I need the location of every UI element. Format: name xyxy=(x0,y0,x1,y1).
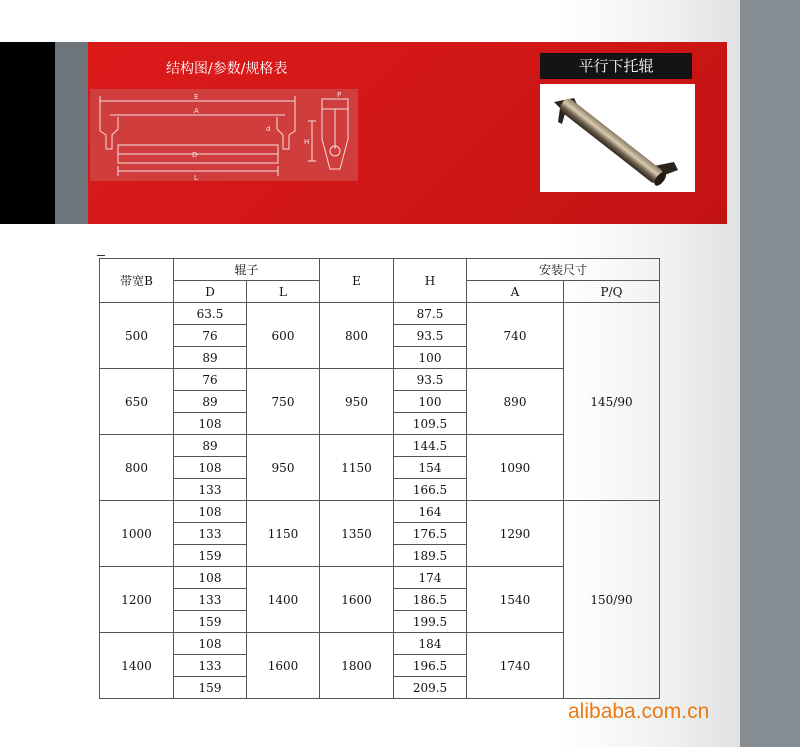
e-cell: 1150 xyxy=(320,435,394,501)
roller-l-cell: 1400 xyxy=(247,567,320,633)
h-cell: 93.5 xyxy=(394,325,467,347)
belt-width-cell: 1400 xyxy=(100,633,174,699)
h-cell: 196.5 xyxy=(394,655,467,677)
roller-l-cell: 600 xyxy=(247,303,320,369)
h-cell: 189.5 xyxy=(394,545,467,567)
roller-d-cell: 159 xyxy=(174,545,247,567)
table-row xyxy=(100,303,660,325)
belt-width-cell: 800 xyxy=(100,435,174,501)
roller-d-cell: 76 xyxy=(174,325,247,347)
h-cell: 87.5 xyxy=(394,303,467,325)
roller-d-cell: 76 xyxy=(174,369,247,391)
roller-photo xyxy=(540,84,695,192)
roller-d-cell: 159 xyxy=(174,677,247,699)
h-cell: 154 xyxy=(394,457,467,479)
spec-table xyxy=(99,258,660,699)
roller-d-cell: 108 xyxy=(174,413,247,435)
drawing-label-d: D xyxy=(192,151,198,159)
roller-l-cell: 750 xyxy=(247,369,320,435)
h-cell: 186.5 xyxy=(394,589,467,611)
e-cell: 950 xyxy=(320,369,394,435)
h-cell: 93.5 xyxy=(394,369,467,391)
e-cell: 1350 xyxy=(320,501,394,567)
h-cell: 174 xyxy=(394,567,467,589)
h-cell: 199.5 xyxy=(394,611,467,633)
roller-l-cell: 950 xyxy=(247,435,320,501)
table-corner-mark xyxy=(97,255,105,256)
h-cell: 144.5 xyxy=(394,435,467,457)
roller-d-cell: 108 xyxy=(174,633,247,655)
belt-width-cell: 500 xyxy=(100,303,174,369)
header-a: A xyxy=(467,281,564,303)
install-pq-cell: 145/90 xyxy=(564,303,660,501)
header-pq: P/Q xyxy=(564,281,660,303)
roller-d-cell: 133 xyxy=(174,523,247,545)
diagram-title: 结构图/参数/规格表 xyxy=(166,61,288,77)
roller-d-cell: 89 xyxy=(174,391,247,413)
e-cell: 1600 xyxy=(320,567,394,633)
h-cell: 100 xyxy=(394,347,467,369)
roller-d-cell: 108 xyxy=(174,457,247,479)
right-side-bar xyxy=(740,0,800,747)
roller-d-cell: 108 xyxy=(174,567,247,589)
e-cell: 800 xyxy=(320,303,394,369)
install-a-cell: 890 xyxy=(467,369,564,435)
roller-l-cell: 1600 xyxy=(247,633,320,699)
roller-image-svg xyxy=(540,84,695,192)
h-cell: 176.5 xyxy=(394,523,467,545)
structure-drawing xyxy=(90,89,358,181)
roller-d-cell: 133 xyxy=(174,655,247,677)
drawing-label-l: L xyxy=(194,174,198,181)
h-cell: 109.5 xyxy=(394,413,467,435)
install-a-cell: 1090 xyxy=(467,435,564,501)
header-belt-width: 带宽B xyxy=(100,259,174,303)
e-cell: 1800 xyxy=(320,633,394,699)
header-grey-block xyxy=(55,42,88,224)
product-label: 平行下托辊 xyxy=(540,53,692,79)
drawing-label-a: A xyxy=(194,107,199,115)
install-a-cell: 1290 xyxy=(467,501,564,567)
belt-width-cell: 1200 xyxy=(100,567,174,633)
belt-width-cell: 650 xyxy=(100,369,174,435)
roller-d-cell: 133 xyxy=(174,589,247,611)
belt-width-cell: 1000 xyxy=(100,501,174,567)
roller-d-cell: 89 xyxy=(174,435,247,457)
alibaba-watermark: alibaba.com.cn xyxy=(568,700,710,723)
h-cell: 100 xyxy=(394,391,467,413)
drawing-label-small-d: d xyxy=(266,125,271,133)
header-black-block xyxy=(0,42,55,224)
install-a-cell: 740 xyxy=(467,303,564,369)
header-roller: 辊子 xyxy=(174,259,320,281)
install-a-cell: 1540 xyxy=(467,567,564,633)
header-l: L xyxy=(247,281,320,303)
roller-d-cell: 133 xyxy=(174,479,247,501)
h-cell: 184 xyxy=(394,633,467,655)
header-d: D xyxy=(174,281,247,303)
structure-drawing-svg xyxy=(90,89,358,181)
drawing-label-e: E xyxy=(194,93,199,101)
drawing-label-h: H xyxy=(304,138,310,146)
install-a-cell: 1740 xyxy=(467,633,564,699)
install-pq-cell: 150/90 xyxy=(564,501,660,699)
table-row xyxy=(100,501,660,523)
drawing-label-p: P xyxy=(337,91,342,99)
roller-d-cell: 63.5 xyxy=(174,303,247,325)
roller-d-cell: 108 xyxy=(174,501,247,523)
header-install-size: 安装尺寸 xyxy=(467,259,660,281)
roller-d-cell: 89 xyxy=(174,347,247,369)
h-cell: 166.5 xyxy=(394,479,467,501)
header-e: E xyxy=(320,259,394,303)
spec-table-wrapper xyxy=(99,258,660,699)
header-h: H xyxy=(394,259,467,303)
roller-l-cell: 1150 xyxy=(247,501,320,567)
roller-d-cell: 159 xyxy=(174,611,247,633)
h-cell: 209.5 xyxy=(394,677,467,699)
h-cell: 164 xyxy=(394,501,467,523)
